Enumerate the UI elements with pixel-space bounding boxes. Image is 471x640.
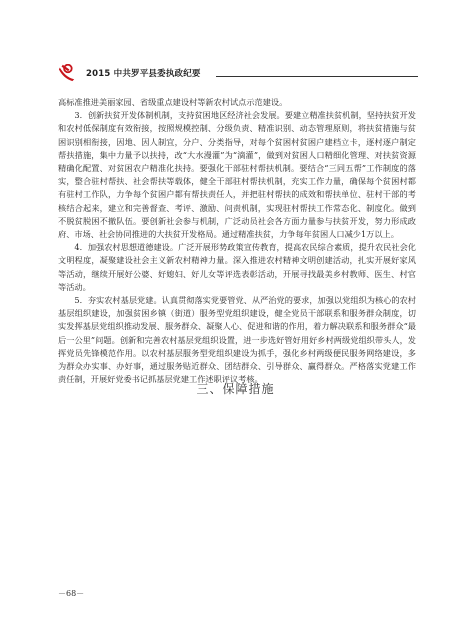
paragraph-party-building: 5．夯实农村基层党建。认真贯彻落实党要管党、从严治党的要求，加强以党组织为核心的农村基层组织建设，加强贫困乡镇（街道）服务型党组织建设，健全党员干部联系和服务群众制度，切实发挥基层党组织推动发展、服务群众、凝聚人心、促进和谐的作用，着力解决联系和服务群众“最后一公里”问题。创新和完善农村基层党组织设置，进一步选好管好用好乡村两级党组织带头人，发挥党员先锋模范作用。以农村基层服务型党组织建设为抓手，强化乡村两级便民服务网络建设，多为群众办实事、办好事，通过服务贴近群众、团结群众、引导群众、赢得群众。严格落实党建工作责任制，开展好党委书记抓基层党建工作述职评议考核。 xyxy=(58,295,416,385)
header-title: 2015 中共罗平县委执政纪要 xyxy=(86,69,201,79)
party-emblem-icon xyxy=(58,64,76,82)
section-title: 三、保障措施 xyxy=(196,382,275,396)
running-header xyxy=(58,64,418,84)
paragraph-poverty-alleviation: 3．创新扶贫开发体制机制，支持贫困地区经济社会发展。要建立精准扶贫机制，坚持扶贫开发和农村低保制度有效衔接，按照规模控制、分级负责、精准识别、动态管理原则，将扶贫措施与贫困识别相衔接，因地、因人制宜，分户、分类指导，对每个贫困村贫困户建档立卡，逐村逐户制定帮扶措施，集中力量予以扶持，改“大水漫灌”为“滴灌”，做到对贫困人口精细化管理、对扶贫资源精确化配置、对贫困农户精准化扶持。要强化干部驻村帮扶机制。要结合“三同五帮”工作制度的落实，整合驻村帮扶、社会帮扶等载体，健全干部驻村帮扶机制，充实工作力量，确保每个贫困村都有驻村工作队，力争每个贫困户都有帮扶责任人，并把驻村帮扶的成效和帮扶单位、驻村干部的考核结合起来，建立和完善督查、考评、激励、问责机制，实现驻村帮扶工作常态化、制度化。做到不脱贫脱困不撤队伍。要创新社会参与机制，广泛动员社会各方面力量参与扶贫开发，努力形成政府、市场、社会协同推进的大扶贫开发格局。通过精准扶贫，力争每年贫困人口减少1万以上。 xyxy=(58,110,416,240)
paragraph-continuation: 高标准推进美丽家园、省级重点建设村等新农村试点示范建设。 xyxy=(58,97,288,107)
page-number: －68－ xyxy=(58,589,85,598)
paragraph-moral-construction: 4．加强农村思想道德建设。广泛开展形势政策宣传教育，提高农民综合素质，提升农民社会化文明程度，凝聚建设社会主义新农村精神力量。深入推进农村精神文明创建活动，扎实开展好家风等活动，继续开展好公婆、好媳妇、好儿女等评选表彰活动，开展寻找最美乡村教师、医生、村官等活动。 xyxy=(58,242,416,292)
header-rule xyxy=(216,76,418,77)
body-text xyxy=(58,96,416,386)
